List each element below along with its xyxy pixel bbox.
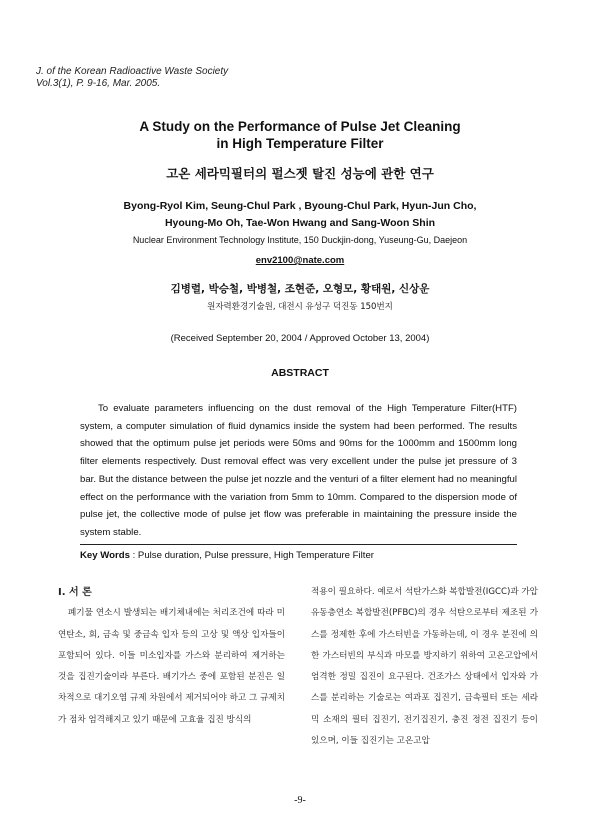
abstract-text: To evaluate parameters influencing on the dust removal of the High Temperature Filter(HTF) system, a computer simulation of fluid dynamics inside the system had been performed. The results showed that the optimum pulse jet periods were 50ms and 90ms for the 1000mm and 1500mm long filter elements respectively. Dust removal effect was very excellent under the pulse jet pressure of 3 bar. But the distance between the pulse jet nozzle and the venturi of a filter element had no meaningful effect on the performance with the variation from 5mm to 10mm. Compared to the dispersion mode of pulse jet, the collective mode of pulse jet flow was preferable in maintaining the pressure inside the system stable.: [80, 403, 517, 538]
paper-title-line-1: A Study on the Performance of Pulse Jet Cleaning: [139, 119, 461, 134]
journal-citation: [36, 66, 228, 90]
keywords-label: Key Words: [80, 550, 130, 561]
keywords-divider: [80, 544, 517, 545]
intro-paragraph-right: 적용이 필요하다. 예로서 석탄가스화 복합발전(IGCC)과 가압유동층연소 복합발전(PFBC)의 경우 석탄으로부터 제조된 가스를 정제한 후에 가스터빈을 가동하는데, 이 경우 분진에 의한 가스터빈의 부식과 마모를 방지하기 위하여 고온고압에서 엄격한 정밀 집진이 요구된다. 건조가스 상태에서 입자와 가스를 분리하는 기술로는 여과포 집진기, 금속필터 또는 세라믹 소재의 필터 집진기, 전기집진기, 충진 정전 집진기 등이 있으며, 이들 집진기는 고온고압: [311, 587, 538, 747]
korean-affiliation: 원자력환경기술원, 대전시 유성구 덕진동 150번지: [207, 302, 393, 312]
author-list: [0, 198, 600, 232]
left-column: [58, 582, 285, 731]
email-link[interactable]: env2100@nate.com: [255, 255, 345, 266]
keywords: [80, 550, 374, 561]
page-number: -9-: [294, 795, 306, 806]
journal-name: J. of the Korean Radioactive Waste Society: [36, 66, 229, 77]
affiliation: Nuclear Environment Technology Institute, 150 Duckjin-dong, Yuseung-Gu, Daejeon: [132, 235, 468, 245]
journal-volume: Vol.3(1), P. 9-16, Mar. 2005.: [36, 78, 161, 89]
korean-author-list: 김병렬, 박승철, 박병철, 조현준, 오형모, 황태원, 신상운: [170, 283, 430, 295]
abstract-heading: ABSTRACT: [271, 367, 329, 379]
keywords-text: : Pulse duration, Pulse pressure, High Temperature Filter: [129, 550, 374, 561]
author-line-1: Byong-Ryol Kim, Seung-Chul Park , Byoung-Chul Park, Hyun-Jun Cho,: [123, 200, 477, 212]
received-dates: (Received September 20, 2004 / Approved October 13, 2004): [170, 333, 430, 344]
section-heading: I. 서 론: [58, 587, 92, 598]
paper-title: [0, 118, 600, 152]
intro-paragraph-left: 폐기물 연소시 발생되는 배기체내에는 처리조건에 따라 미연탄소, 회, 금속 및 중금속 입자 등의 고상 및 액상 입자들이 포함되어 있다. 이들 미소입자를 가스와 분리하여 제거하는 것을 집진기술이라 부른다. 배기가스 중에 포함된 분진은 일차적으로 대기오염 규제 차원에서 제거되어야 하고 그 규제치가 점차 엄격해지고 있기 때문에 고효율 집진 방식의: [58, 608, 285, 725]
korean-title: 고온 세라믹필터의 펄스젯 탈진 성능에 관한 연구: [166, 166, 434, 181]
author-line-2: Hyoung-Mo Oh, Tae-Won Hwang and Sang-Woon Shin: [164, 217, 436, 229]
paper-title-line-2: in High Temperature Filter: [216, 136, 384, 151]
right-column: [311, 582, 538, 752]
